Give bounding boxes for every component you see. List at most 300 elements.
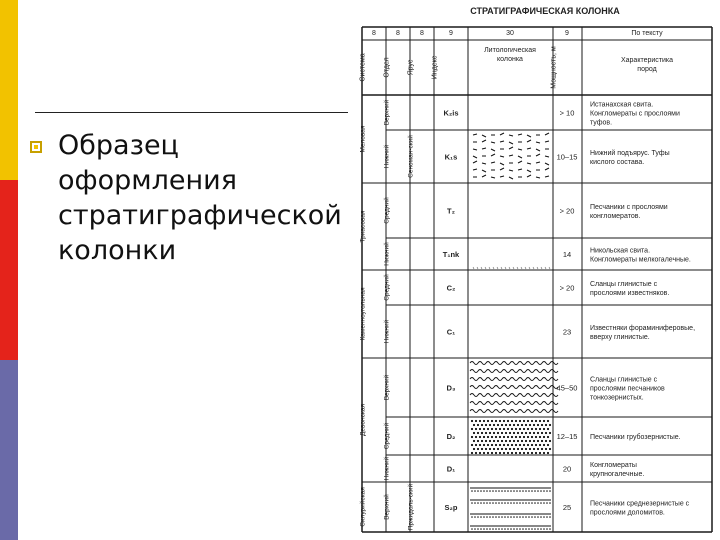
sand-dot bbox=[477, 502, 479, 504]
sand-dot bbox=[535, 428, 537, 430]
conglomerate-mark bbox=[481, 267, 482, 269]
tuff-mark bbox=[518, 134, 522, 135]
column-width-label: По тексту bbox=[631, 30, 663, 37]
sand-dot bbox=[497, 424, 499, 426]
shale-wave bbox=[470, 370, 558, 373]
sand-dot bbox=[521, 448, 523, 450]
sand-dot bbox=[534, 528, 536, 530]
tuff-mark bbox=[491, 162, 495, 163]
sand-dot bbox=[509, 424, 511, 426]
sand-dot bbox=[545, 424, 547, 426]
tuff-mark bbox=[473, 161, 477, 163]
sand-dot bbox=[493, 432, 495, 434]
column-width-label: 8 bbox=[420, 30, 424, 37]
sand-dot bbox=[528, 502, 530, 504]
sand-dot bbox=[522, 528, 524, 530]
sand-dot bbox=[473, 448, 475, 450]
sand-dot bbox=[523, 452, 525, 454]
sand-dot bbox=[507, 516, 509, 518]
sand-dot bbox=[509, 440, 511, 442]
row-description: Нижний подъярус. Туфы bbox=[590, 150, 670, 157]
sand-dot bbox=[519, 444, 521, 446]
conglomerate-mark bbox=[477, 267, 478, 269]
sand-dot bbox=[507, 490, 509, 492]
row-description: конгломератов. bbox=[590, 213, 641, 220]
tuff-mark bbox=[509, 135, 513, 136]
sand-dot bbox=[531, 528, 533, 530]
sand-dot bbox=[495, 516, 497, 518]
tuff-mark bbox=[545, 168, 549, 170]
sand-dot bbox=[498, 490, 500, 492]
sand-dot bbox=[479, 452, 481, 454]
row-thickness: 14 bbox=[562, 250, 572, 259]
sand-dot bbox=[525, 448, 527, 450]
sand-dot bbox=[519, 502, 521, 504]
tuff-mark bbox=[500, 141, 504, 142]
sand-dot bbox=[523, 428, 525, 430]
sand-dot bbox=[531, 502, 533, 504]
sand-dot bbox=[525, 490, 527, 492]
row-thickness: 10–15 bbox=[556, 152, 578, 162]
header-index: Индекс bbox=[431, 55, 439, 80]
sand-dot bbox=[531, 516, 533, 518]
sand-dot bbox=[534, 516, 536, 518]
sand-dot bbox=[547, 436, 549, 438]
sand-dot bbox=[513, 528, 515, 530]
sand-dot bbox=[501, 432, 503, 434]
sand-dot bbox=[504, 490, 506, 492]
tuff-mark bbox=[482, 140, 486, 142]
sand-dot bbox=[483, 420, 485, 422]
sand-dot bbox=[489, 516, 491, 518]
conglomerate-mark bbox=[505, 267, 506, 269]
sand-dot bbox=[471, 452, 473, 454]
sand-dot bbox=[495, 420, 497, 422]
sand-dot bbox=[525, 516, 527, 518]
lithology-pattern bbox=[470, 488, 551, 530]
sand-dot bbox=[529, 424, 531, 426]
sand-dot bbox=[489, 490, 491, 492]
sand-dot bbox=[483, 528, 485, 530]
sand-dot bbox=[549, 516, 551, 518]
row-description: туфов. bbox=[590, 119, 613, 127]
tuff-mark bbox=[500, 156, 504, 157]
sand-dot bbox=[495, 436, 497, 438]
conglomerate-mark bbox=[521, 267, 522, 269]
sand-dot bbox=[504, 528, 506, 530]
sand-dot bbox=[479, 436, 481, 438]
sand-dot bbox=[471, 516, 473, 518]
sand-dot bbox=[516, 528, 518, 530]
conglomerate-mark bbox=[537, 267, 538, 269]
tuff-mark bbox=[536, 149, 540, 151]
sand-dot bbox=[475, 444, 477, 446]
sand-dot bbox=[531, 444, 533, 446]
sand-dot bbox=[531, 428, 533, 430]
header-system: Система bbox=[359, 53, 367, 82]
row-description: Никольская свита. bbox=[590, 247, 651, 255]
column-width-label: 9 bbox=[449, 30, 453, 37]
sand-dot bbox=[513, 516, 515, 518]
sand-dot bbox=[505, 432, 507, 434]
sand-dot bbox=[491, 444, 493, 446]
sand-dot bbox=[471, 502, 473, 504]
sand-dot bbox=[546, 528, 548, 530]
sand-dot bbox=[516, 490, 518, 492]
lithology-pattern bbox=[473, 133, 549, 179]
sand-dot bbox=[477, 440, 479, 442]
sand-dot bbox=[471, 444, 473, 446]
sand-dot bbox=[475, 428, 477, 430]
row-index: S₂p bbox=[444, 503, 458, 512]
sand-dot bbox=[475, 436, 477, 438]
row-index: T₁nk bbox=[442, 250, 460, 259]
tuff-mark bbox=[509, 142, 513, 144]
sand-dot bbox=[483, 444, 485, 446]
sand-dot bbox=[525, 424, 527, 426]
sand-dot bbox=[517, 432, 519, 434]
sand-dot bbox=[511, 436, 513, 438]
sand-dot bbox=[529, 432, 531, 434]
shale-wave bbox=[470, 378, 558, 381]
sand-dot bbox=[537, 516, 539, 518]
sand-dot bbox=[495, 452, 497, 454]
row-description: Истанахская свита. bbox=[590, 101, 654, 109]
sand-dot bbox=[519, 436, 521, 438]
sand-dot bbox=[537, 440, 539, 442]
sand-dot bbox=[481, 424, 483, 426]
sand-dot bbox=[501, 490, 503, 492]
conglomerate-mark bbox=[501, 267, 502, 269]
sand-dot bbox=[515, 444, 517, 446]
sand-dot bbox=[486, 502, 488, 504]
tuff-mark bbox=[500, 168, 504, 170]
conglomerate-mark bbox=[509, 267, 510, 269]
sand-dot bbox=[501, 448, 503, 450]
row-description: Конгломераты с прослоями bbox=[590, 110, 680, 118]
sand-dot bbox=[545, 448, 547, 450]
sand-dot bbox=[545, 432, 547, 434]
tuff-mark bbox=[491, 142, 495, 143]
sand-dot bbox=[510, 528, 512, 530]
tuff-mark bbox=[518, 161, 522, 163]
sand-dot bbox=[546, 516, 548, 518]
sand-dot bbox=[541, 440, 543, 442]
row-thickness: 20 bbox=[562, 464, 572, 474]
sand-dot bbox=[483, 452, 485, 454]
row-thickness: > 10 bbox=[559, 108, 575, 118]
sand-dot bbox=[519, 452, 521, 454]
sand-dot bbox=[498, 502, 500, 504]
sand-dot bbox=[534, 502, 536, 504]
sand-dot bbox=[504, 516, 506, 518]
sand-dot bbox=[539, 436, 541, 438]
tuff-mark bbox=[527, 170, 531, 172]
sand-dot bbox=[480, 490, 482, 492]
sand-dot bbox=[492, 502, 494, 504]
sand-dot bbox=[547, 428, 549, 430]
tuff-mark bbox=[518, 149, 522, 150]
sand-dot bbox=[529, 440, 531, 442]
sand-dot bbox=[516, 516, 518, 518]
sand-dot bbox=[549, 432, 551, 434]
sand-dot bbox=[531, 436, 533, 438]
sand-dot bbox=[474, 490, 476, 492]
sand-dot bbox=[497, 432, 499, 434]
sand-dot bbox=[527, 428, 529, 430]
row-thickness: > 20 bbox=[559, 283, 575, 293]
sand-dot bbox=[473, 432, 475, 434]
shale-wave bbox=[470, 402, 558, 405]
tuff-mark bbox=[518, 169, 522, 170]
tuff-mark bbox=[536, 162, 540, 163]
sand-dot bbox=[489, 448, 491, 450]
sand-dot bbox=[519, 528, 521, 530]
sand-dot bbox=[510, 490, 512, 492]
division-label: Средний bbox=[383, 197, 391, 224]
tuff-mark bbox=[500, 133, 504, 135]
sand-dot bbox=[487, 420, 489, 422]
header-description: Характеристика bbox=[620, 57, 674, 64]
sand-dot bbox=[547, 420, 549, 422]
sand-dot bbox=[527, 420, 529, 422]
row-thickness: 45–50 bbox=[556, 383, 578, 393]
sand-dot bbox=[521, 432, 523, 434]
sand-dot bbox=[537, 448, 539, 450]
sand-dot bbox=[528, 516, 530, 518]
sand-dot bbox=[499, 444, 501, 446]
sand-dot bbox=[525, 432, 527, 434]
row-thickness: 12–15 bbox=[556, 432, 578, 441]
sand-dot bbox=[503, 420, 505, 422]
shale-wave bbox=[470, 394, 558, 397]
sand-dot bbox=[477, 432, 479, 434]
shale-wave bbox=[470, 362, 558, 365]
sand-dot bbox=[547, 452, 549, 454]
conglomerate-mark bbox=[497, 267, 498, 269]
sand-dot bbox=[519, 516, 521, 518]
system-label: Силурийская bbox=[359, 487, 367, 527]
tuff-mark bbox=[536, 154, 540, 156]
tuff-mark bbox=[509, 170, 513, 171]
system-label: Каменноугольная bbox=[359, 287, 367, 341]
sand-dot bbox=[491, 420, 493, 422]
sand-dot bbox=[510, 502, 512, 504]
sand-dot bbox=[507, 528, 509, 530]
sand-dot bbox=[543, 444, 545, 446]
sand-dot bbox=[483, 436, 485, 438]
sand-dot bbox=[485, 424, 487, 426]
sand-dot bbox=[515, 452, 517, 454]
header-division: Отдел bbox=[383, 57, 391, 78]
column-width-label: 8 bbox=[372, 30, 376, 37]
sand-dot bbox=[483, 490, 485, 492]
sand-dot bbox=[471, 490, 473, 492]
sand-dot bbox=[528, 490, 530, 492]
sand-dot bbox=[501, 502, 503, 504]
column-width-label: 8 bbox=[396, 30, 400, 37]
sand-dot bbox=[519, 490, 521, 492]
sand-dot bbox=[539, 452, 541, 454]
sand-dot bbox=[531, 452, 533, 454]
sand-dot bbox=[477, 448, 479, 450]
slide-text-line: стратиграфической bbox=[58, 200, 342, 231]
sand-dot bbox=[477, 490, 479, 492]
sand-dot bbox=[533, 424, 535, 426]
tuff-mark bbox=[527, 175, 531, 177]
row-thickness: > 20 bbox=[559, 206, 575, 216]
tuff-mark bbox=[473, 134, 477, 135]
conglomerate-mark bbox=[541, 267, 542, 269]
sand-dot bbox=[537, 502, 539, 504]
header-lithology: Литологическая bbox=[484, 47, 536, 54]
row-index: C₁ bbox=[446, 327, 456, 337]
conglomerate-mark bbox=[525, 267, 526, 269]
sand-dot bbox=[493, 424, 495, 426]
sand-dot bbox=[549, 440, 551, 442]
sand-dot bbox=[549, 424, 551, 426]
sand-dot bbox=[535, 444, 537, 446]
row-description: Конгломераты bbox=[590, 462, 637, 469]
sand-dot bbox=[501, 516, 503, 518]
sand-dot bbox=[473, 440, 475, 442]
division-label: Верхний bbox=[383, 374, 391, 401]
shale-wave bbox=[470, 386, 558, 389]
sand-dot bbox=[495, 528, 497, 530]
sand-dot bbox=[495, 502, 497, 504]
row-thickness: 25 bbox=[562, 503, 572, 512]
row-description: кислого состава. bbox=[590, 159, 645, 166]
tuff-mark bbox=[527, 163, 531, 164]
conglomerate-mark bbox=[545, 267, 546, 269]
sand-dot bbox=[525, 528, 527, 530]
sand-dot bbox=[509, 432, 511, 434]
tuff-mark bbox=[527, 140, 531, 142]
sand-dot bbox=[485, 448, 487, 450]
row-description: прослоями доломитов. bbox=[590, 509, 665, 517]
sand-dot bbox=[511, 420, 513, 422]
sand-dot bbox=[537, 528, 539, 530]
sand-dot bbox=[483, 516, 485, 518]
sand-dot bbox=[507, 444, 509, 446]
tuff-mark bbox=[545, 141, 549, 142]
sand-dot bbox=[505, 448, 507, 450]
conglomerate-mark bbox=[513, 267, 514, 269]
sand-dot bbox=[513, 440, 515, 442]
sand-dot bbox=[543, 502, 545, 504]
sand-dot bbox=[513, 432, 515, 434]
tuff-mark bbox=[491, 177, 495, 178]
sand-dot bbox=[505, 440, 507, 442]
sand-dot bbox=[483, 428, 485, 430]
sand-dot bbox=[473, 424, 475, 426]
row-index: K₂is bbox=[443, 108, 459, 118]
sand-dot bbox=[546, 490, 548, 492]
sand-dot bbox=[537, 490, 539, 492]
sand-dot bbox=[533, 448, 535, 450]
tuff-mark bbox=[509, 147, 513, 149]
row-index: T₂ bbox=[447, 206, 455, 216]
division-label: Средний bbox=[383, 422, 391, 450]
stage-label: Сеноман-ский bbox=[407, 135, 415, 178]
column-width-label: 30 bbox=[506, 30, 514, 37]
column-title: СТРАТИГРАФИЧЕСКАЯ КОЛОНКА bbox=[470, 6, 620, 16]
row-description: Сланцы глинистые с bbox=[590, 281, 658, 288]
lithology-pattern bbox=[471, 420, 551, 454]
sand-dot bbox=[521, 424, 523, 426]
sand-dot bbox=[535, 452, 537, 454]
row-description: вверху глинистые. bbox=[590, 334, 650, 341]
division-label: Нижний bbox=[383, 144, 391, 169]
shale-wave bbox=[470, 410, 558, 413]
sand-dot bbox=[492, 490, 494, 492]
row-index: D₃ bbox=[446, 383, 456, 393]
division-label: Нижний bbox=[383, 319, 391, 344]
sand-dot bbox=[491, 436, 493, 438]
sand-dot bbox=[549, 490, 551, 492]
sand-dot bbox=[503, 436, 505, 438]
sand-dot bbox=[511, 444, 513, 446]
sand-dot bbox=[477, 516, 479, 518]
row-description: Песчаники среднезернистые с bbox=[590, 500, 690, 508]
sand-dot bbox=[498, 528, 500, 530]
sand-dot bbox=[543, 436, 545, 438]
sand-dot bbox=[525, 440, 527, 442]
sand-dot bbox=[477, 528, 479, 530]
sand-dot bbox=[504, 502, 506, 504]
sand-dot bbox=[489, 424, 491, 426]
sand-dot bbox=[519, 420, 521, 422]
sand-dot bbox=[487, 452, 489, 454]
conglomerate-mark bbox=[485, 267, 486, 269]
tuff-mark bbox=[491, 154, 495, 156]
sand-dot bbox=[471, 428, 473, 430]
sand-dot bbox=[531, 420, 533, 422]
sand-dot bbox=[477, 424, 479, 426]
sand-dot bbox=[513, 502, 515, 504]
sand-dot bbox=[541, 448, 543, 450]
row-description: тонкозернистых. bbox=[590, 394, 644, 402]
header-thickness: Мощность, м bbox=[550, 46, 558, 89]
row-description: Песчаники с прослоями bbox=[590, 204, 668, 211]
slide-text-line: Образец bbox=[58, 130, 179, 161]
sand-dot bbox=[498, 516, 500, 518]
sand-dot bbox=[483, 502, 485, 504]
sand-dot bbox=[549, 448, 551, 450]
division-label: Верхний bbox=[383, 99, 391, 126]
sand-dot bbox=[527, 452, 529, 454]
conglomerate-mark bbox=[493, 267, 494, 269]
sand-dot bbox=[540, 502, 542, 504]
sand-dot bbox=[481, 432, 483, 434]
sand-dot bbox=[503, 428, 505, 430]
sand-dot bbox=[517, 448, 519, 450]
sand-dot bbox=[541, 432, 543, 434]
sand-dot bbox=[479, 444, 481, 446]
sand-dot bbox=[487, 428, 489, 430]
sand-dot bbox=[486, 490, 488, 492]
sand-dot bbox=[535, 436, 537, 438]
sand-dot bbox=[515, 420, 517, 422]
tuff-mark bbox=[545, 163, 549, 165]
column-width-label: 9 bbox=[565, 30, 569, 37]
sand-dot bbox=[507, 420, 509, 422]
conglomerate-mark bbox=[473, 267, 474, 269]
conglomerate-mark bbox=[489, 267, 490, 269]
sand-dot bbox=[485, 432, 487, 434]
tuff-mark bbox=[527, 148, 531, 149]
sand-dot bbox=[491, 452, 493, 454]
